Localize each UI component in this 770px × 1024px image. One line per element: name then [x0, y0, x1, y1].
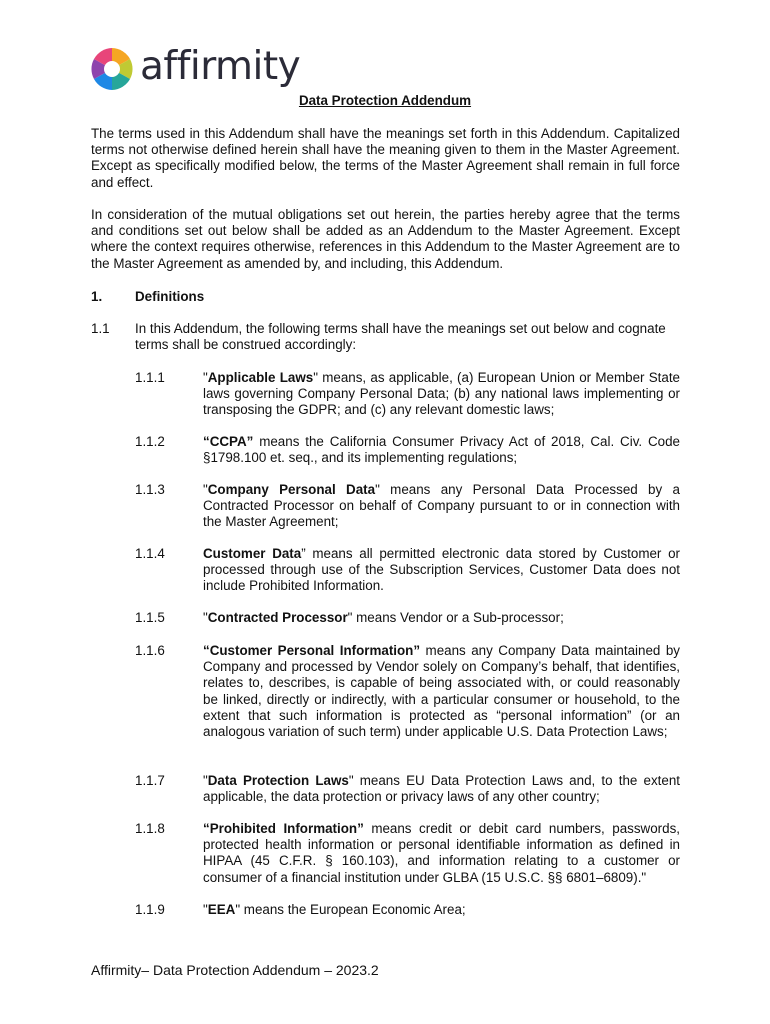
definition-number: 1.1.5 — [135, 610, 165, 625]
definition-term: “CCPA” — [203, 434, 254, 449]
affirmity-logo-icon — [90, 47, 134, 91]
intro-paragraph-2: In consideration of the mutual obligations set out herein, the parties hereby agree that the terms and conditions set out below shall be added as an Addendum to the Master Agreement. Except where the context requires otherwise, references in this Addendum to the Master Agreement are to the Master Agreement as amended by, and including, this Addendum. — [91, 207, 680, 271]
definition-text: means the California Consumer Privacy Act of 2018, Cal. Civ. Code §1798.100 et. seq., and its implementing regulations; — [203, 434, 680, 466]
definition-text: ” means all permitted electronic data stored by Customer or processed through use of the Subscription Services, Customer Data does not include Prohibited Information. — [203, 546, 680, 594]
definition-item — [135, 434, 680, 466]
definition-item — [135, 821, 680, 886]
document-title: Data Protection Addendum — [298, 93, 472, 108]
definition-text: means any Company Data maintained by Company and processed by Vendor solely on Company’s behalf, that identifies, relates to, describes, is capable of being associated with, or could reasonably be linked, directly or indirectly, with a particular consumer or household, to the extent that such information is protected as “personal information” (or an analogous variation of such term) under applicable U.S. Data Protection Laws; — [203, 643, 680, 740]
definition-item — [135, 643, 680, 740]
definition-term: “Customer Personal Information” — [203, 643, 421, 658]
clause-1-1 — [91, 321, 680, 353]
definition-number: 1.1.7 — [135, 773, 165, 788]
definition-term: Company Personal Data — [207, 482, 376, 497]
definition-number: 1.1.8 — [135, 821, 165, 836]
section-title: Definitions — [135, 289, 205, 304]
definition-text: " means Vendor or a Sub-processor; — [347, 610, 564, 625]
definition-number: 1.1.3 — [135, 482, 165, 497]
definition-term: Data Protection Laws — [207, 773, 349, 788]
clause-number: 1.1 — [91, 321, 110, 336]
definition-item: 1.1.1 "Applicable Laws" means, as applicable, (a) European Union or Member State laws governing Company Personal Data; (b) any national laws implementing or transposing the GDPR; and (c) any relevant domestic laws; — [135, 370, 680, 418]
definition-term: Customer Data — [203, 546, 302, 561]
definition-text: " means, as applicable, (a) European Union or Member State laws governing Company Personal Data; (b) any national laws implementing or transposing the GDPR; and (c) any relevant domestic laws; — [203, 370, 680, 418]
definition-number: 1.1.6 — [135, 643, 165, 658]
definition-term: Contracted Processor — [207, 610, 348, 625]
definition-text: " means EU Data Protection Laws and, to the extent applicable, the data protection or privacy laws of any other country; — [203, 773, 680, 805]
definition-text: " means the European Economic Area; — [235, 902, 466, 917]
section-heading — [91, 289, 204, 305]
definition-number: 1.1.1 — [135, 370, 165, 385]
definition-number: 1.1.4 — [135, 546, 165, 561]
definition-term: EEA — [207, 902, 236, 917]
section-number: 1. — [91, 289, 103, 304]
intro-paragraph-1: The terms used in this Addendum shall have the meanings set forth in this Addendum. Capitalized terms not otherwise defined herein shall have the meaning given to them in the Master Agreement. Except as specifically modified below, the terms of the Master Agreement shall remain in full force and effect. — [91, 126, 680, 190]
brand-wordmark: affirmity — [140, 43, 301, 89]
definition-item — [135, 546, 680, 595]
definition-number: 1.1.9 — [135, 902, 165, 917]
definition-item: 1.1.5 "Contracted Processor" means Vendor or a Sub-processor; — [135, 610, 564, 625]
company-logo — [90, 44, 300, 94]
clause-text: In this Addendum, the following terms shall have the meanings set out below and cognate terms shall be construed accordingly: — [135, 321, 666, 353]
definition-text: means credit or debit card numbers, passwords, protected health information or personal identifiable information as defined in HIPAA (45 C.F.R. § 160.103), and information relating to a customer or consumer of a financial institution under GLBA (15 U.S.C. §§ 6801–6809)." — [203, 821, 680, 885]
definition-item: 1.1.3 "Company Personal Data" means any Personal Data Processed by a Contracted Processor on behalf of Company pursuant to or in connection with the Master Agreement; — [135, 482, 680, 530]
definition-number: 1.1.2 — [135, 434, 165, 449]
definition-term: “Prohibited Information” — [203, 821, 364, 836]
definition-term: Applicable Laws — [207, 370, 314, 385]
page-footer: Affirmity– Data Protection Addendum – 2023.2 — [91, 962, 379, 978]
definition-item: 1.1.9 "EEA" means the European Economic Area; — [135, 902, 466, 917]
definition-text: " means any Personal Data Processed by a Contracted Processor on behalf of Company pursuant to or in connection with the Master Agreement; — [203, 482, 680, 530]
definition-item: 1.1.7 "Data Protection Laws" means EU Data Protection Laws and, to the extent applicable, the data protection or privacy laws of any other country; — [135, 773, 680, 805]
